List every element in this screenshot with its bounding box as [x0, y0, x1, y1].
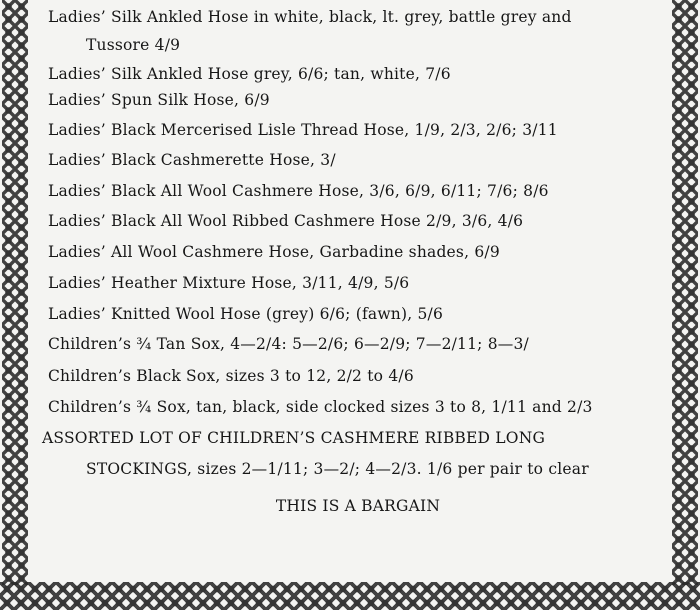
- text-line-tussore: Tussore 4/9: [86, 36, 181, 54]
- text-line-heather-mixture: Ladies’ Heather Mixture Hose, 3/11, 4/9, 5/6: [48, 274, 410, 292]
- text-line-black-sox: Children’s Black Sox, sizes 3 to 12, 2/2 to 4/6: [48, 367, 414, 385]
- text-line-side-clocked-sox: Children’s ¾ Sox, tan, black, side clocked sizes 3 to 8, 1/11 and 2/3: [48, 398, 593, 416]
- text-line-spun-silk: Ladies’ Spun Silk Hose, 6/9: [48, 91, 270, 109]
- text-line-tan-sox: Children’s ¾ Tan Sox, 4—2/4: 5—2/6; 6—2/9; 7—2/11; 8—3/: [48, 335, 529, 353]
- text-line-all-wool-cashmere: Ladies’ Black All Wool Cashmere Hose, 3/6, 6/9, 6/11; 7/6; 8/6: [48, 182, 549, 200]
- text-line-ribbed-cashmere: Ladies’ Black All Wool Ribbed Cashmere Hose 2/9, 3/6, 4/6: [48, 212, 524, 230]
- text-line-assorted-lot: ASSORTED LOT OF CHILDREN’S CASHMERE RIBBED LONG: [42, 429, 546, 447]
- ornamental-border-left: [2, 0, 28, 585]
- text-line-bargain: THIS IS A BARGAIN: [275, 497, 441, 515]
- text-line-silk-ankled-grey: Ladies’ Silk Ankled Hose grey, 6/6; tan, white, 7/6: [48, 65, 451, 83]
- ornamental-border-right: [672, 0, 698, 585]
- text-line-cashmerette: Ladies’ Black Cashmerette Hose, 3/: [48, 151, 336, 169]
- text-line-garbadine: Ladies’ All Wool Cashmere Hose, Garbadine shades, 6/9: [48, 243, 500, 261]
- ornamental-border-bottom: [0, 582, 700, 610]
- text-line-stockings: STOCKINGS, sizes 2—1/11; 3—2/; 4—2/3. 1/6 per pair to clear: [86, 460, 589, 478]
- text-line-silk-ankled-hose: Ladies’ Silk Ankled Hose in white, black, lt. grey, battle grey and: [48, 8, 572, 26]
- text-line-knitted-wool: Ladies’ Knitted Wool Hose (grey) 6/6; (fawn), 5/6: [48, 305, 444, 323]
- text-line-lisle-thread: Ladies’ Black Mercerised Lisle Thread Hose, 1/9, 2/3, 2/6; 3/11: [48, 121, 558, 139]
